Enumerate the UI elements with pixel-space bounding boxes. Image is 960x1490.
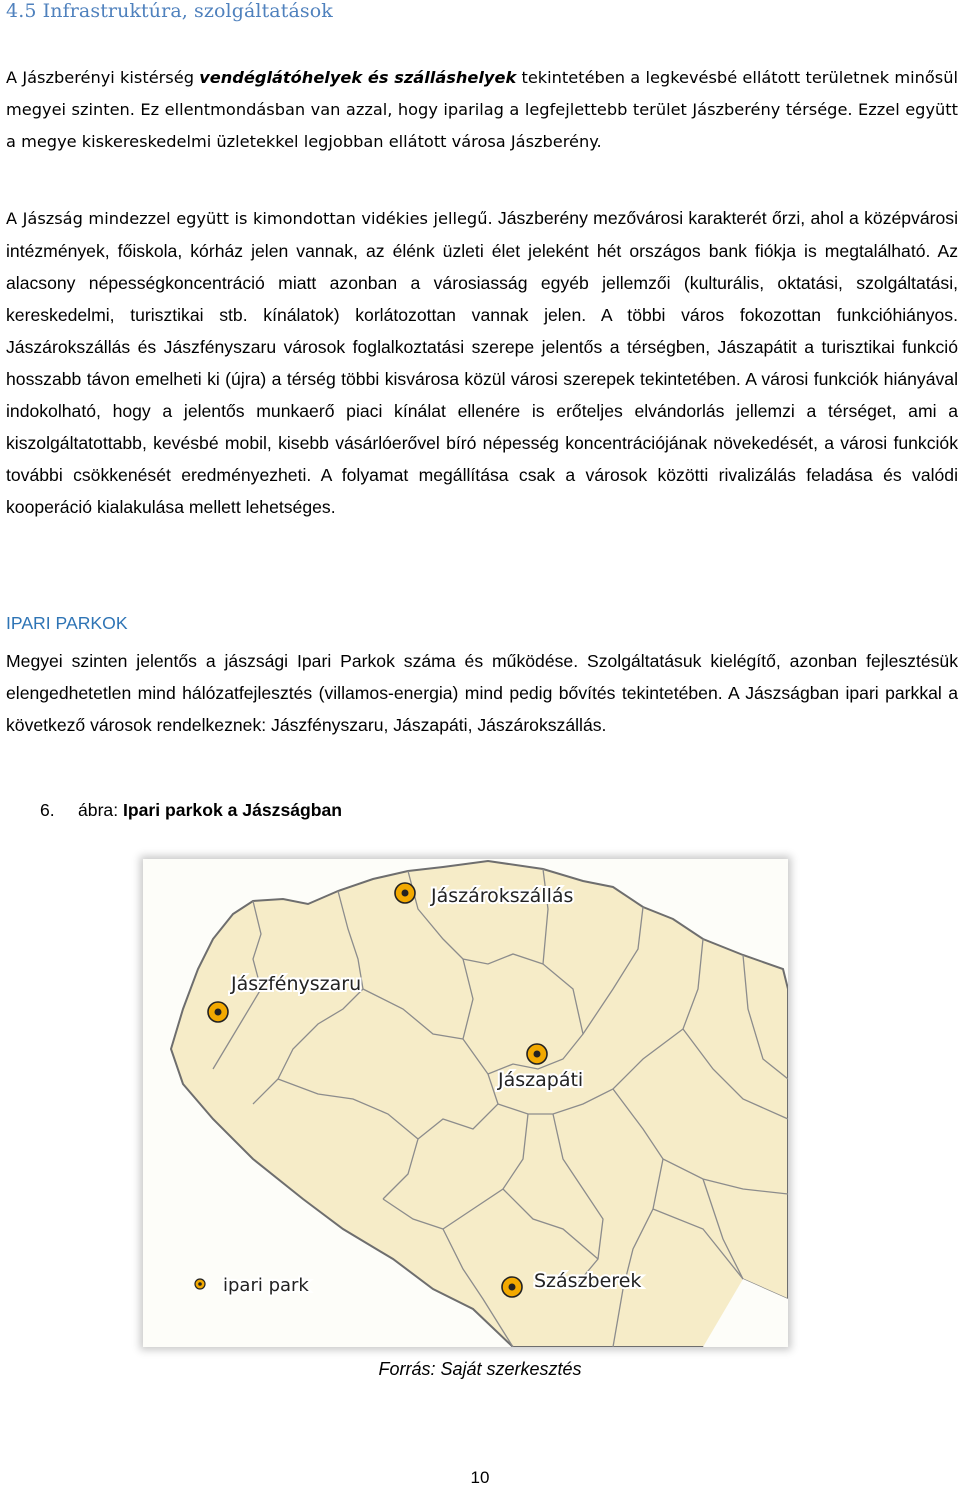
para2-rest: Jászberény mezővárosi karakterét őrzi, ahol a középvárosi intézmények, főiskola, kórház jelen vannak, az élénk üzleti élet jeleként hét országos bank fiókja is megtalálható. Az alacsony népességkoncentráció miatt azonban a városiasság egyéb jellemzői (kulturális, oktatási, szolgáltatási, kereskedelmi, turisztikai stb. kínálatok) korlátozottan vannak jelen. A többi város fokozottan funkcióhiányos. Jászárokszállás és Jászfényszaru városok foglalkoztatási szerepe jelentős a térségben, Jászapátit a turisztikai funkció hosszabb távon emelheti ki (újra) a térség többi kisvárosa közül városi szerepek tekintetében. A városi funkciók hiányával indokolható, hogy a jelentős munkaerő piaci kínálat ellenére is erőteljes elvándorlás jellemzi a térséget, ami a kiszolgáltatottabb, kevésbé mobil, kisebb vásárlóerővel bíró népesség koncentrációjának növekedését, a városi funkciók további csökkenését eredményezheti. A folyamat megállítása csak a városok közötti rivalizálás feladása és valódi kooperáció kialakulása mellett lehetséges. (6, 208, 958, 517)
para1-rest: tekintetében a legkevésbé ellátott területnek minősül megyei szinten. Ez ellentmondásban van azzal, hogy iparilag a legfejlettebb terület Jászberény térsége. Ezzel együtt a megye kiskereskedelmi üzletekkel legjobban ellátott városa Jászberény. (6, 68, 958, 151)
paragraph-industrial-parks: Megyei szinten jelentős a jászsági Ipari Parkok száma és működése. Szolgáltatásuk kielégítő, azonban fejlesztésük elengedhetetlen mind hálózatfejlesztés (villamos-energia) mind pedig bővítés tekintetében. A Jászságban ipari parkkal a következő városok rendelkeznek: Jászfényszaru, Jászapáti, Jászárokszállás. (6, 651, 958, 735)
marker-jaszapati (527, 1044, 547, 1064)
figure-title: Ipari parkok a Jászságban (123, 800, 343, 820)
label-jaszfenyszaru: Jászfényszaru (231, 973, 362, 995)
label-jaszapati: Jászapáti (498, 1069, 584, 1091)
marker-jaszfenyszaru (208, 1002, 228, 1022)
marker-jaszarokszallas (395, 883, 415, 903)
marker-szaszberek (502, 1277, 522, 1297)
figure-caption (40, 800, 342, 821)
figure-number: 6. (40, 800, 55, 820)
label-szaszberek: Szászberek (534, 1270, 642, 1292)
page-number: 10 (470, 1468, 490, 1487)
para1-emphasis: vendéglátóhelyek és szálláshelyek (199, 68, 517, 87)
figure-label: ábra: (78, 800, 123, 820)
paragraph-character (6, 202, 958, 523)
para2-first: A Jászság mindezzel együtt is kimondottan vidékies jellegű. (6, 209, 493, 228)
paragraph-accommodation (6, 62, 958, 158)
map-svg (143, 859, 788, 1347)
label-jaszarokszallas: Jászárokszállás (431, 885, 574, 907)
legend-label: ipari park (223, 1275, 309, 1296)
industrial-parks-subheading: IPARI PARKOK (6, 613, 128, 633)
industrial-parks-map (143, 859, 788, 1347)
map-legend (195, 1275, 309, 1296)
section-heading: 4.5 Infrastruktúra, szolgáltatások (6, 0, 333, 22)
para1-intro: A Jászberényi kistérség (6, 68, 200, 87)
figure-source: Forrás: Saját szerkesztés (378, 1359, 582, 1379)
